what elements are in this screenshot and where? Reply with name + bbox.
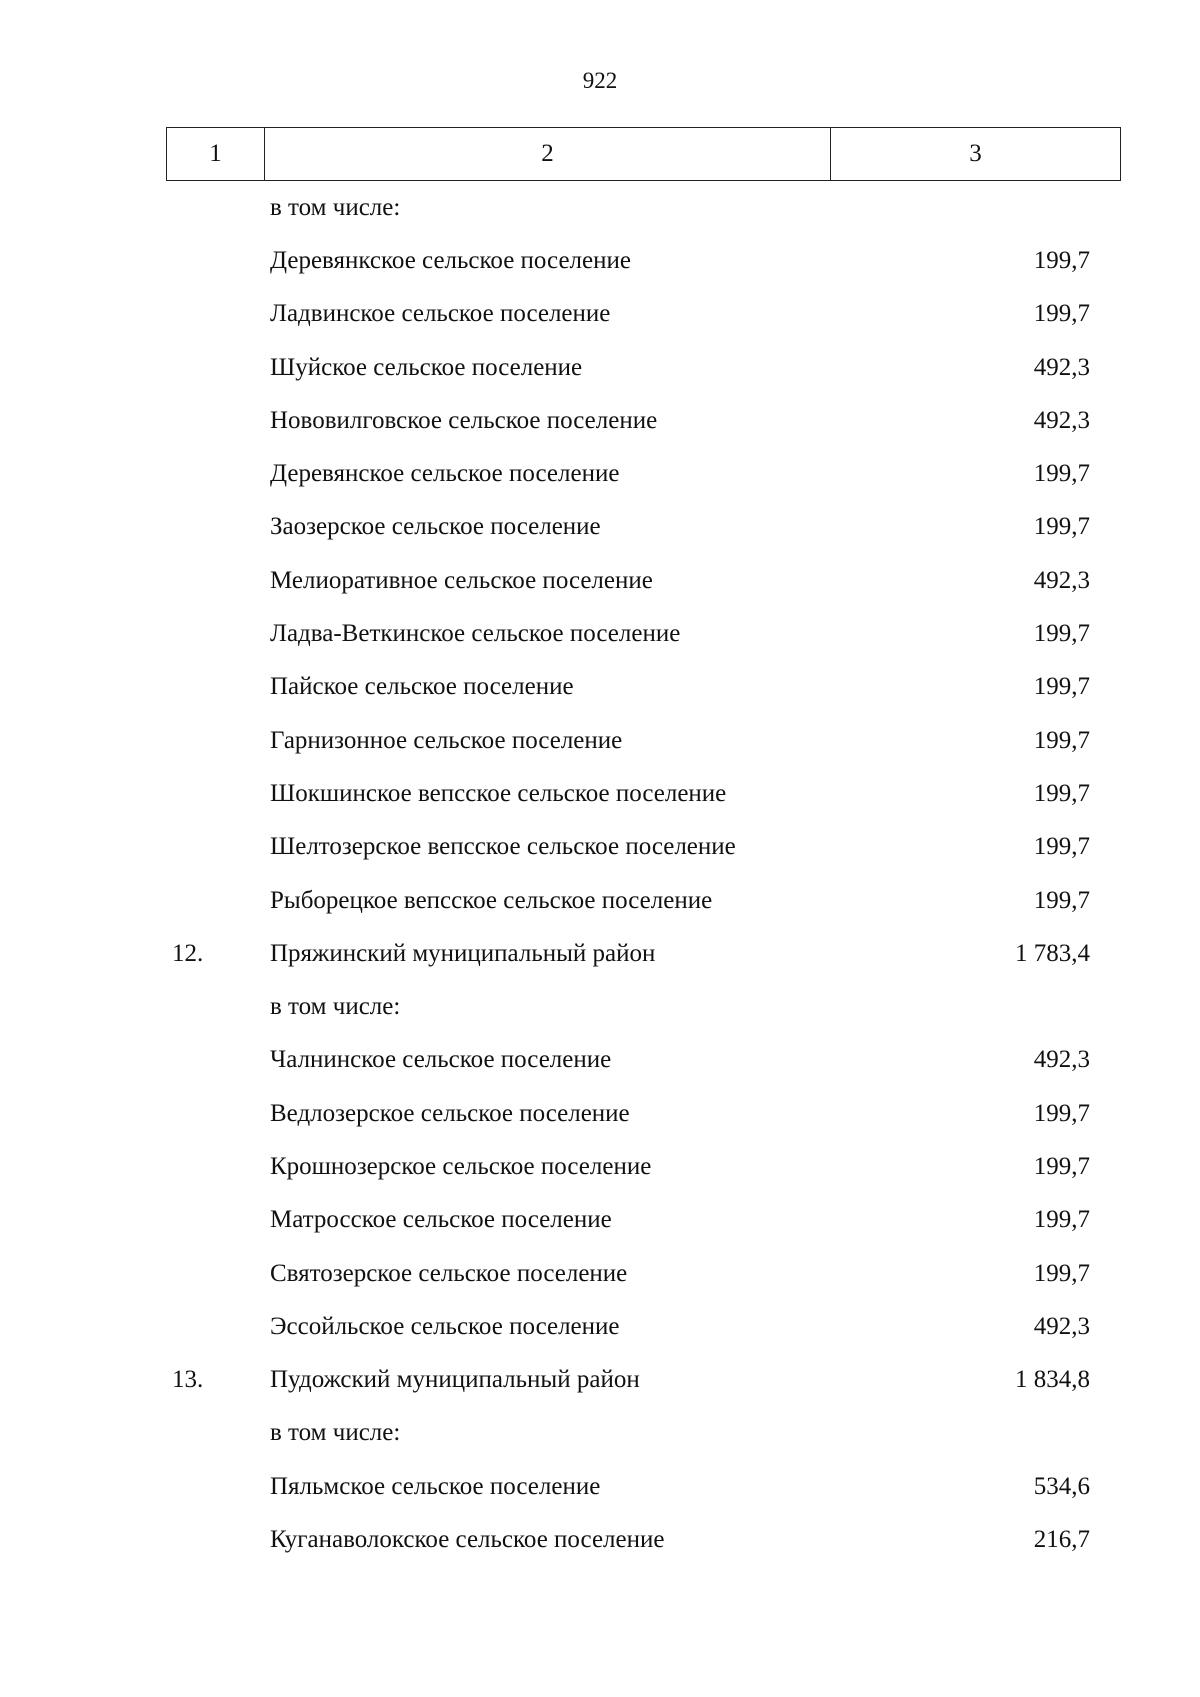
table-row xyxy=(166,821,1120,874)
row-name: Рыборецкое вепсское сельское поселение xyxy=(270,886,713,914)
row-value: 199,7 xyxy=(1033,673,1090,701)
row-value: 199,7 xyxy=(1033,726,1090,754)
row-name: Пудожский муниципальный район xyxy=(270,1366,640,1394)
table-row xyxy=(166,554,1120,607)
row-value: 199,7 xyxy=(1033,246,1090,274)
row-name: Мелиоративное сельское поселение xyxy=(270,566,653,594)
table-row xyxy=(166,1407,1120,1460)
column-header-1: 1 xyxy=(167,128,265,181)
row-value: 1 783,4 xyxy=(1015,939,1090,967)
row-value: 534,6 xyxy=(1033,1472,1090,1500)
column-header-3: 3 xyxy=(831,128,1121,181)
row-name: Матросское сельское поселение xyxy=(270,1206,612,1234)
row-value: 199,7 xyxy=(1033,1099,1090,1127)
table-row xyxy=(166,767,1120,820)
table-row xyxy=(166,661,1120,714)
table-row xyxy=(166,1300,1120,1353)
row-value: 492,3 xyxy=(1033,406,1090,434)
row-name: Куганаволокское сельское поселение xyxy=(270,1526,665,1554)
row-name: Ладвинское сельское поселение xyxy=(270,300,611,328)
row-name: Нововилговское сельское поселение xyxy=(270,406,658,434)
row-number: 12. xyxy=(172,939,204,967)
row-name: Ведлозерское сельское поселение xyxy=(270,1099,630,1127)
row-value: 492,3 xyxy=(1033,1046,1090,1074)
row-value: 492,3 xyxy=(1033,353,1090,381)
row-name: Чалнинское сельское поселение xyxy=(270,1046,612,1074)
row-name: Крошнозерское сельское поселение xyxy=(270,1152,652,1180)
row-name: Деревянское сельское поселение xyxy=(270,460,620,488)
row-value: 199,7 xyxy=(1033,1259,1090,1287)
column-header-2: 2 xyxy=(265,128,831,181)
row-value: 1 834,8 xyxy=(1015,1366,1090,1394)
row-name: Пайское сельское поселение xyxy=(270,673,574,701)
table-row xyxy=(166,1247,1120,1300)
row-name: Шокшинское вепсское сельское поселение xyxy=(270,779,727,807)
row-value: 216,7 xyxy=(1033,1526,1090,1554)
column-header-row xyxy=(167,128,1121,181)
row-name: в том числе: xyxy=(270,993,401,1021)
table-row xyxy=(166,980,1120,1033)
table-row xyxy=(166,181,1120,234)
row-value: 199,7 xyxy=(1033,1206,1090,1234)
page-number: 922 xyxy=(582,68,618,93)
row-name: Гарнизонное сельское поселение xyxy=(270,726,623,754)
row-name: Шуйское сельское поселение xyxy=(270,353,583,381)
table-row xyxy=(166,288,1120,341)
row-value: 199,7 xyxy=(1033,833,1090,861)
table-row xyxy=(166,874,1120,927)
row-name: Пяльмское сельское поселение xyxy=(270,1472,601,1500)
table-body xyxy=(166,181,1120,1567)
row-number: 13. xyxy=(172,1366,204,1394)
table-row xyxy=(166,714,1120,767)
row-value: 199,7 xyxy=(1033,779,1090,807)
row-name: Шелтозерское вепсское сельское поселение xyxy=(270,833,736,861)
row-name: Пряжинский муниципальный район xyxy=(270,939,656,967)
row-name: Деревянкское сельское поселение xyxy=(270,246,631,274)
table-row xyxy=(166,1140,1120,1193)
table-row xyxy=(166,927,1120,980)
table-row xyxy=(166,1194,1120,1247)
row-value: 492,3 xyxy=(1033,1312,1090,1340)
table-row xyxy=(166,394,1120,447)
row-name: Ладва-Веткинское сельское поселение xyxy=(270,620,681,648)
table-row xyxy=(166,1354,1120,1407)
table-row xyxy=(166,607,1120,660)
row-value: 199,7 xyxy=(1033,1152,1090,1180)
row-value: 199,7 xyxy=(1033,620,1090,648)
row-name: Заозерское сельское поселение xyxy=(270,513,601,541)
table-row xyxy=(166,234,1120,287)
row-name: Эссойльское сельское поселение xyxy=(270,1312,620,1340)
row-value: 492,3 xyxy=(1033,566,1090,594)
row-name: в том числе: xyxy=(270,1419,401,1447)
table-row xyxy=(166,501,1120,554)
table-row xyxy=(166,1034,1120,1087)
row-value: 199,7 xyxy=(1033,886,1090,914)
row-value: 199,7 xyxy=(1033,460,1090,488)
table-row xyxy=(166,447,1120,500)
table-row xyxy=(166,1513,1120,1566)
table-row xyxy=(166,341,1120,394)
table-row xyxy=(166,1460,1120,1513)
row-name: Святозерское сельское поселение xyxy=(270,1259,628,1287)
row-value: 199,7 xyxy=(1033,513,1090,541)
row-name: в том числе: xyxy=(270,193,401,221)
row-value: 199,7 xyxy=(1033,300,1090,328)
column-header-table xyxy=(166,127,1121,181)
table-row xyxy=(166,1087,1120,1140)
